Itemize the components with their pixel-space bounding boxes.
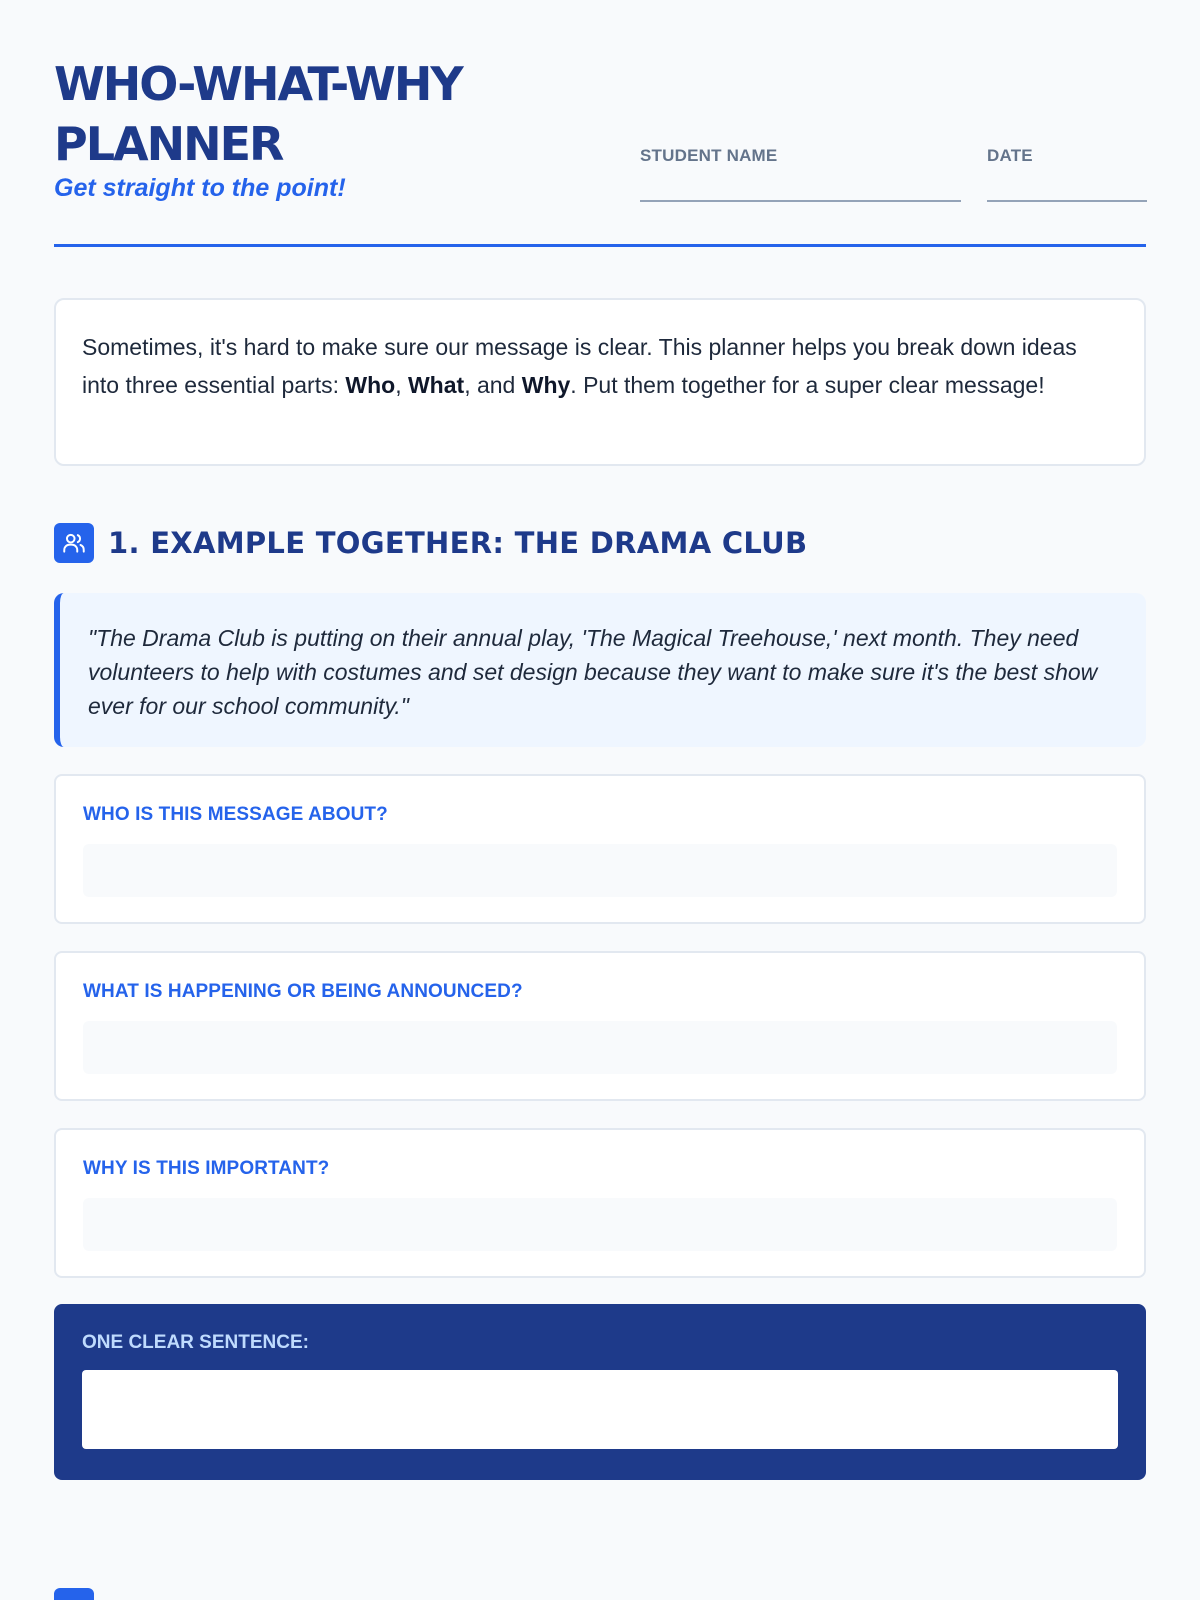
intro-what: What [407,372,465,398]
intro-sep1: , [395,372,408,398]
example-quote: "The Drama Club is putting on their annual play, 'The Magical Treehouse,' next month. They need volunteers to help with costumes and set design because they want to make sure it's the best show ever for our school community." [54,593,1146,747]
student-name-label: STUDENT NAME [640,146,778,165]
why-card [54,1128,1146,1278]
what-answer-field[interactable] [83,1021,1117,1074]
intro-sep2: , and [464,372,522,398]
sentence-card [54,1304,1146,1480]
who-label: WHO IS THIS MESSAGE ABOUT? [83,804,388,825]
why-label: WHY IS THIS IMPORTANT? [83,1158,330,1179]
why-answer-field[interactable] [83,1198,1117,1251]
section-1-heading [54,523,807,563]
section-2-icon [54,1588,94,1600]
section-2-heading [54,1588,108,1600]
date-field[interactable] [987,146,1147,202]
intro-text-before: Sometimes, it's hard to make sure our message is clear. This planner helps you break down ideas into three essential parts: [82,334,1077,398]
date-line[interactable] [987,200,1147,202]
intro-text-after: . Put them together for a super clear message! [570,372,1045,398]
who-answer-field[interactable] [83,844,1117,897]
header [54,54,1146,247]
sentence-label: ONE CLEAR SENTENCE: [82,1332,309,1353]
users-icon [54,523,94,563]
intro-card [54,298,1146,466]
page-subtitle: Get straight to the point! [54,174,346,202]
section-1-title: 1. EXAMPLE TOGETHER: THE DRAMA CLUB [108,526,808,560]
date-label: DATE [987,146,1033,165]
who-card [54,774,1146,924]
page-title: WHO-WHAT-WHY PLANNER [54,57,462,171]
intro-why: Why [521,372,571,398]
what-card [54,951,1146,1101]
student-name-field[interactable] [640,146,961,202]
student-name-line[interactable] [640,200,961,202]
sentence-answer-field[interactable] [82,1370,1118,1449]
intro-who: Who [345,372,396,398]
what-label: WHAT IS HAPPENING OR BEING ANNOUNCED? [83,981,523,1002]
